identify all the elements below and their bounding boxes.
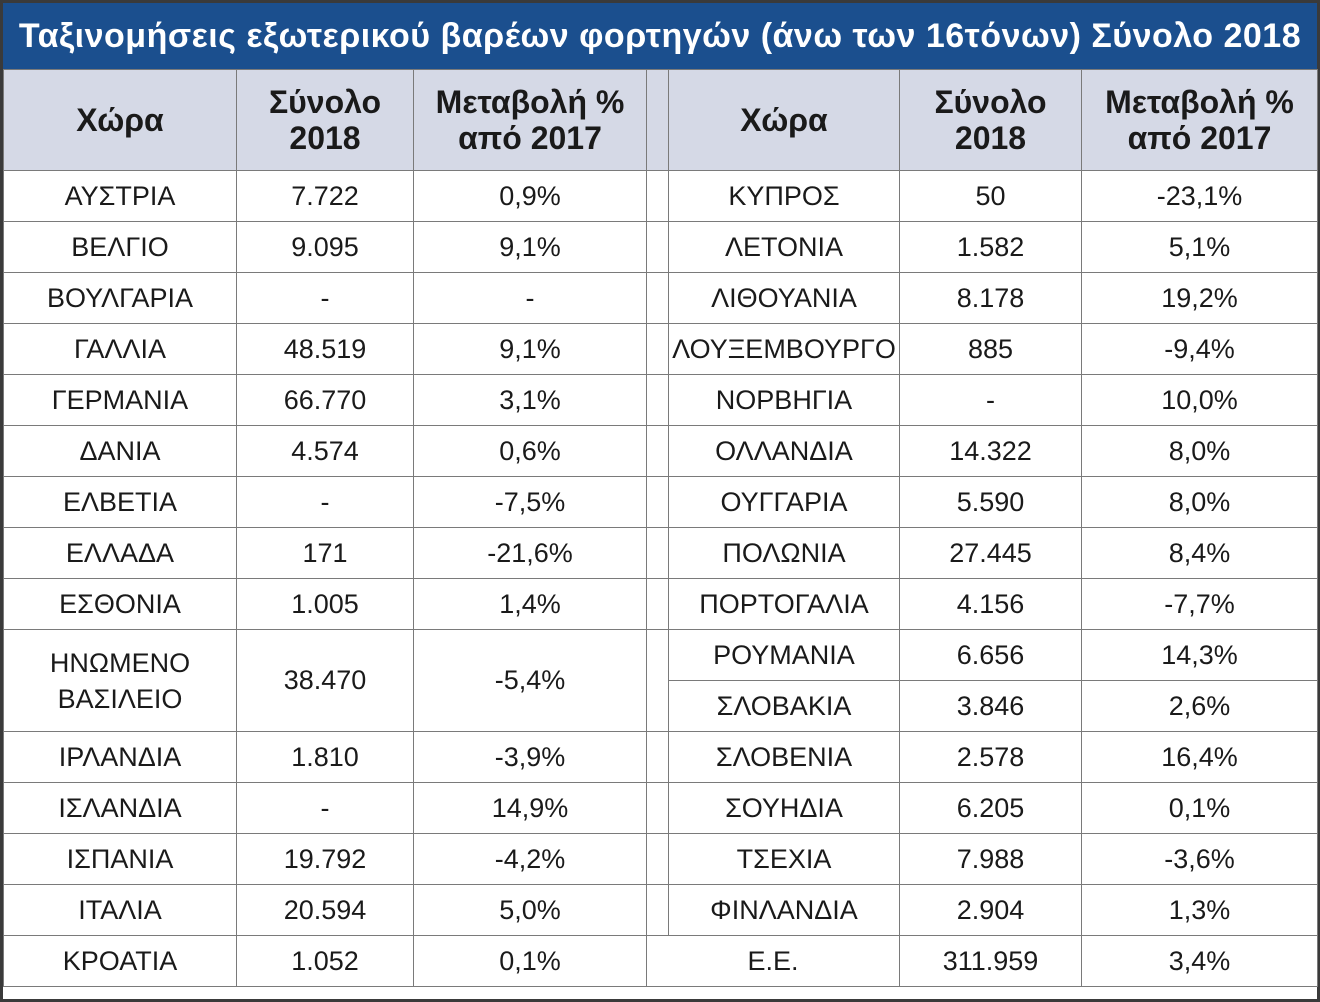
cell-change: 3,1% [414,375,647,426]
cell-change: 16,4% [1082,732,1318,783]
column-separator [647,324,669,375]
cell-total: - [900,375,1082,426]
column-separator [647,528,669,579]
cell-change: -23,1% [1082,171,1318,222]
cell-total: 27.445 [900,528,1082,579]
table-row [4,273,1318,324]
cell-change: 9,1% [414,222,647,273]
cell-country: ΕΣΘΟΝΙΑ [4,579,237,630]
table-row [4,783,1318,834]
cell-total: 14.322 [900,426,1082,477]
column-separator [647,426,669,477]
column-separator [647,885,669,936]
table-row [4,885,1318,936]
cell-country: Ε.Ε. [647,936,900,987]
cell-total: 38.470 [237,630,414,732]
cell-total: 50 [900,171,1082,222]
header-total-line1: Σύνολο [934,84,1047,120]
cell-change: -9,4% [1082,324,1318,375]
column-separator [647,783,669,834]
cell-country: ΛΙΘΟΥΑΝΙΑ [669,273,900,324]
cell-total: 1.810 [237,732,414,783]
cell-change: 0,1% [414,936,647,987]
cell-country: ΣΛΟΒΕΝΙΑ [669,732,900,783]
header-country-left: Χώρα [4,70,237,171]
cell-country: ΚΡΟΑΤΙΑ [4,936,237,987]
table-row [4,171,1318,222]
cell-country: ΕΛΒΕΤΙΑ [4,477,237,528]
header-total-line2: 2018 [954,120,1027,156]
cell-total: 2.578 [900,732,1082,783]
header-total-line2: 2018 [289,120,361,156]
cell-total: 3.846 [900,681,1082,732]
cell-country: ΤΣΕΧΙΑ [669,834,900,885]
cell-change: 1,4% [414,579,647,630]
cell-country: ΚΥΠΡΟΣ [669,171,900,222]
cell-total: 19.792 [237,834,414,885]
cell-change: - [414,273,647,324]
cell-total: 171 [237,528,414,579]
cell-total: 6.656 [900,630,1082,681]
cell-total: 8.178 [900,273,1082,324]
header-change-line1: Μεταβολή % [1105,84,1294,120]
cell-total: 1.052 [237,936,414,987]
cell-change: -21,6% [414,528,647,579]
cell-change: 5,0% [414,885,647,936]
cell-country: ΣΟΥΗΔΙΑ [669,783,900,834]
cell-total: 4.156 [900,579,1082,630]
cell-change: 2,6% [1082,681,1318,732]
cell-change: 8,0% [1082,426,1318,477]
cell-change: 8,0% [1082,477,1318,528]
cell-change: 8,4% [1082,528,1318,579]
cell-country-line2: ΒΑΣΙΛΕΙΟ [57,683,183,714]
header-country-right: Χώρα [669,70,900,171]
column-separator [647,630,669,732]
table-row [4,732,1318,783]
cell-total: 311.959 [900,936,1082,987]
cell-country: ΒΕΛΓΙΟ [4,222,237,273]
cell-country: ΛΟΥΞΕΜΒΟΥΡΓΟ [669,324,900,375]
cell-country: ΦΙΝΛΑΝΔΙΑ [669,885,900,936]
cell-total: - [237,273,414,324]
header-change-line2: από 2017 [458,120,602,156]
cell-change: 1,3% [1082,885,1318,936]
cell-country: ΝΟΡΒΗΓΙΑ [669,375,900,426]
column-separator [647,477,669,528]
cell-country: ΡΟΥΜΑΝΙΑ [669,630,900,681]
table-row [4,936,1318,987]
cell-total: - [237,477,414,528]
cell-country: ΓΕΡΜΑΝΙΑ [4,375,237,426]
cell-country: ΙΣΠΑΝΙΑ [4,834,237,885]
cell-total: 4.574 [237,426,414,477]
cell-country: ΟΥΓΓΑΡΙΑ [669,477,900,528]
cell-change: -7,5% [414,477,647,528]
cell-country: ΑΥΣΤΡΙΑ [4,171,237,222]
table-row [4,834,1318,885]
cell-change: 0,9% [414,171,647,222]
column-separator [647,732,669,783]
table-row [4,579,1318,630]
column-separator [647,222,669,273]
cell-total: 1.582 [900,222,1082,273]
cell-change: -7,7% [1082,579,1318,630]
cell-country: ΙΡΛΑΝΔΙΑ [4,732,237,783]
column-separator [647,834,669,885]
cell-total: 9.095 [237,222,414,273]
header-total-right [900,70,1082,171]
table-row [4,222,1318,273]
cell-country: ΔΑΝΙΑ [4,426,237,477]
header-total-left [237,70,414,171]
cell-total: 66.770 [237,375,414,426]
cell-country: ΒΟΥΛΓΑΡΙΑ [4,273,237,324]
table-row [4,426,1318,477]
cell-total: 7.988 [900,834,1082,885]
cell-total: 20.594 [237,885,414,936]
cell-total: 1.005 [237,579,414,630]
header-change-right [1082,70,1318,171]
cell-change: 9,1% [414,324,647,375]
cell-country [4,630,237,732]
header-change-line1: Μεταβολή % [435,84,625,120]
cell-total: 5.590 [900,477,1082,528]
cell-country: ΙΣΛΑΝΔΙΑ [4,783,237,834]
column-separator [647,375,669,426]
table-row [4,630,1318,681]
table-title: Ταξινομήσεις εξωτερικού βαρέων φορτηγών (άνω των 16τόνων) Σύνολο 2018 [3,3,1317,69]
cell-change: 19,2% [1082,273,1318,324]
cell-change: -4,2% [414,834,647,885]
cell-change: 10,0% [1082,375,1318,426]
cell-total: - [237,783,414,834]
cell-change: 0,6% [414,426,647,477]
cell-country: ΓΑΛΛΙΑ [4,324,237,375]
table-row [4,528,1318,579]
registrations-table [3,69,1318,987]
column-separator [647,70,669,171]
cell-change: 14,3% [1082,630,1318,681]
cell-change: -3,9% [414,732,647,783]
header-total-line1: Σύνολο [268,84,382,120]
column-separator [647,273,669,324]
cell-change: 3,4% [1082,936,1318,987]
cell-country: ΠΟΛΩΝΙΑ [669,528,900,579]
column-separator [647,579,669,630]
header-change-left [414,70,647,171]
table-row [4,375,1318,426]
table-row [4,324,1318,375]
cell-country: ΛΕΤΟΝΙΑ [669,222,900,273]
cell-total: 2.904 [900,885,1082,936]
cell-total: 48.519 [237,324,414,375]
cell-country: ΠΟΡΤΟΓΑΛΙΑ [669,579,900,630]
cell-total: 7.722 [237,171,414,222]
cell-change: -3,6% [1082,834,1318,885]
table-row [4,477,1318,528]
cell-country: ΕΛΛΑΔΑ [4,528,237,579]
cell-change: -5,4% [414,630,647,732]
cell-country: ΟΛΛΑΝΔΙΑ [669,426,900,477]
cell-change: 0,1% [1082,783,1318,834]
header-change-line2: από 2017 [1127,120,1272,156]
header-row [4,70,1318,171]
cell-total: 6.205 [900,783,1082,834]
cell-country-line1: ΗΝΩΜΕΝΟ [49,647,191,678]
cell-change: 14,9% [414,783,647,834]
column-separator [647,171,669,222]
cell-country: ΙΤΑΛΙΑ [4,885,237,936]
cell-total: 885 [900,324,1082,375]
cell-change: 5,1% [1082,222,1318,273]
cell-country: ΣΛΟΒΑΚΙΑ [669,681,900,732]
